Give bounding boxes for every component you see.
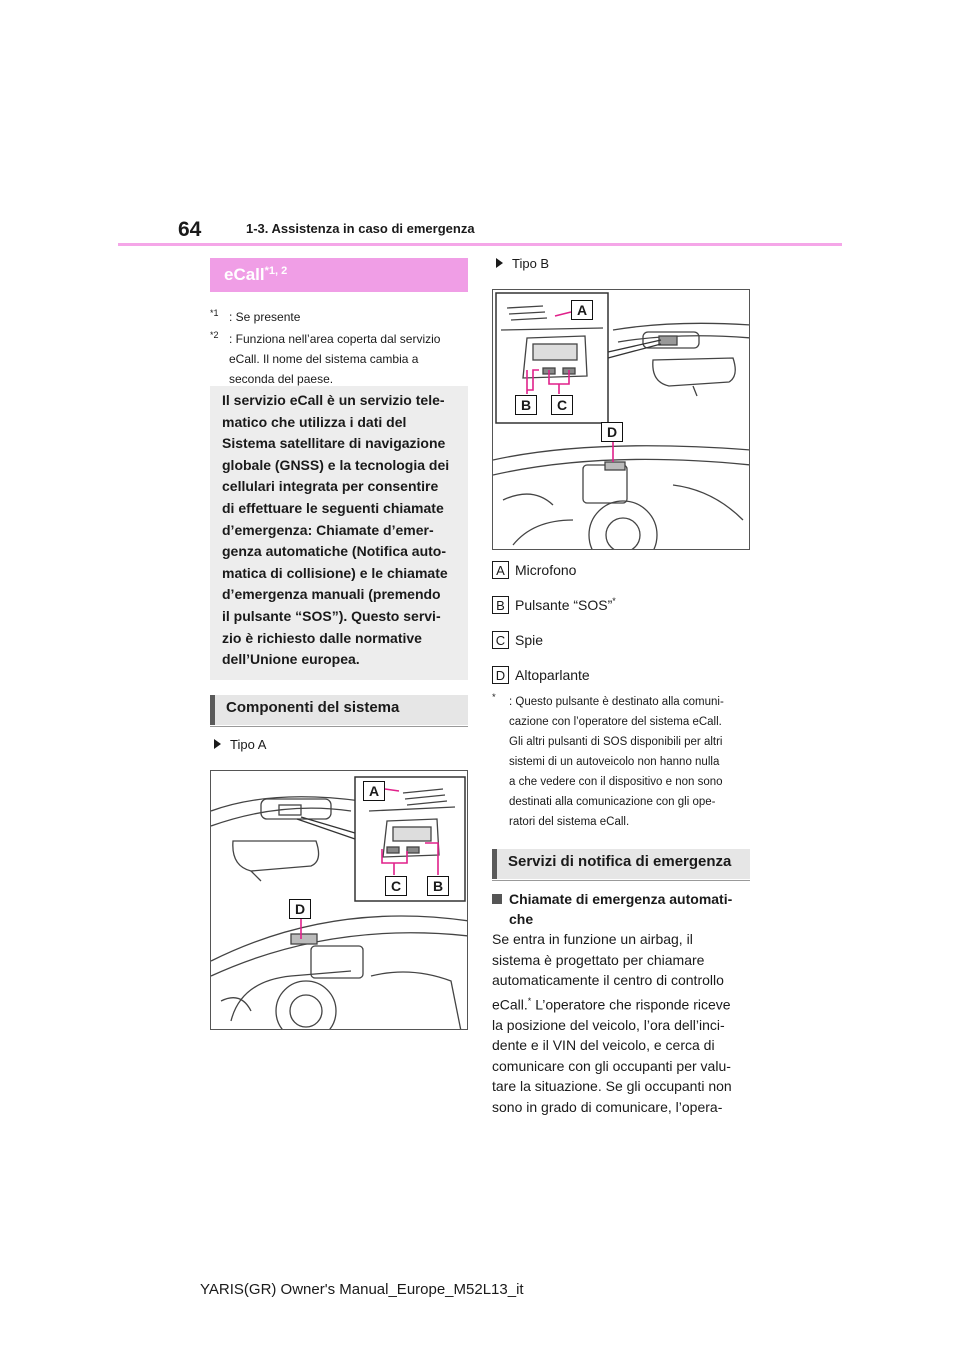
callout-c: C [385,876,407,896]
legend-item-d: D Altoparlante [492,666,590,684]
notification-body: Se entra in funzione un airbag, il sistema è progettato per chiamare automaticamente il centro di controllo eCall.* L’operatore che risponde riceve la posizione del veicolo, l’ora dell’inci- dente e il VIN del veicolo, e cerca di comunicare con gli occupanti per valu- tare la situazione. Se gli occupanti non sono in grado di comunicare, l’opera- [492,931,732,1115]
callout-d: D [601,422,623,442]
intro-line: matico che utilizza i dati del [222,413,407,430]
intro-line: matica di collisione) e le chiamate [222,564,448,581]
square-bullet-icon [492,894,502,904]
intro-line: d’emergenza: Chiamate d’emer- [222,521,434,538]
intro-line: di effettuare le seguenti chiamate [222,499,444,516]
section-heading: 1-3. Assistenza in caso di emergenza [246,221,475,236]
ecall-title-sup: *1, 2 [264,265,288,277]
footer-text: YARIS(GR) Owner's Manual_Europe_M52L13_it [200,1281,524,1298]
intro-line: Il servizio eCall è un servizio tele- [222,392,445,408]
intro-line: cellulari integrata per consentire [222,478,439,495]
illustration-tipo-a [210,770,468,1030]
legend-letter: B [492,596,509,614]
callout-a: A [363,781,385,801]
callout-a: A [571,300,593,320]
illustration-tipo-b [492,289,750,550]
intro-line: dell’Unione europea. [222,651,360,668]
tipo-b-label: Tipo B [496,256,549,271]
intro-line: il pulsante “SOS”). Questo servi- [222,607,441,624]
header-rule [118,243,842,246]
intro-line: Sistema satellitare di navigazione [222,435,446,452]
sos-footnote: * : Questo pulsante è destinato alla comuni- cazione con l’operatore del sistema eCall. Gli altri pulsanti di SOS disponibili per altri sistemi di un autoveicolo non hanno nulla a che vedere con il dispositivo e non sono destinati alla comunicazione con gli ope- ratori del sistema eCall. [492,692,724,828]
legend-letter: D [492,666,509,684]
auto-calls-subheading: Chiamate di emergenza automati- che [492,889,752,929]
intro-line: zio è richiesto dalle normative [222,629,422,646]
triangle-bullet-icon [496,258,503,268]
callout-c: C [551,395,573,415]
legend-item-b: B Pulsante “SOS” * [492,596,616,614]
car-interior-illustration-b [493,290,750,550]
callout-b: B [515,395,537,415]
triangle-bullet-icon [214,739,221,749]
page-number: 64 [178,218,202,241]
intro-line: d’emergenza manuali (premendo [222,586,441,603]
car-interior-illustration-a [211,771,468,1030]
footnote-2: $^{*2}$ : Funziona nell’area coperta dal servizio eCall. Il nome del sistema cambia a seconda del paese. [210,330,441,386]
intro-box [210,386,468,680]
intro-line: genza automatiche (Notifica auto- [222,543,447,560]
legend-letter: C [492,631,509,649]
components-heading-bar [210,695,468,725]
legend-item-c: C Spie [492,631,543,649]
legend-letter: A [492,561,509,579]
intro-line: globale (GNSS) e la tecnologia dei [222,456,450,473]
ecall-title-bar [210,258,468,292]
ecall-title: eCall [224,265,265,284]
legend-item-a: A Microfono [492,561,576,579]
callout-b: B [427,876,449,896]
components-heading: Componenti del sistema [226,699,400,716]
callout-d: D [289,899,311,919]
footnote-1: $^{*1}$ : Se presente [210,308,301,324]
tipo-a-label: Tipo A [214,737,266,752]
notification-heading: Servizi di notifica di emergenza [508,853,732,870]
notification-heading-bar [492,849,750,879]
